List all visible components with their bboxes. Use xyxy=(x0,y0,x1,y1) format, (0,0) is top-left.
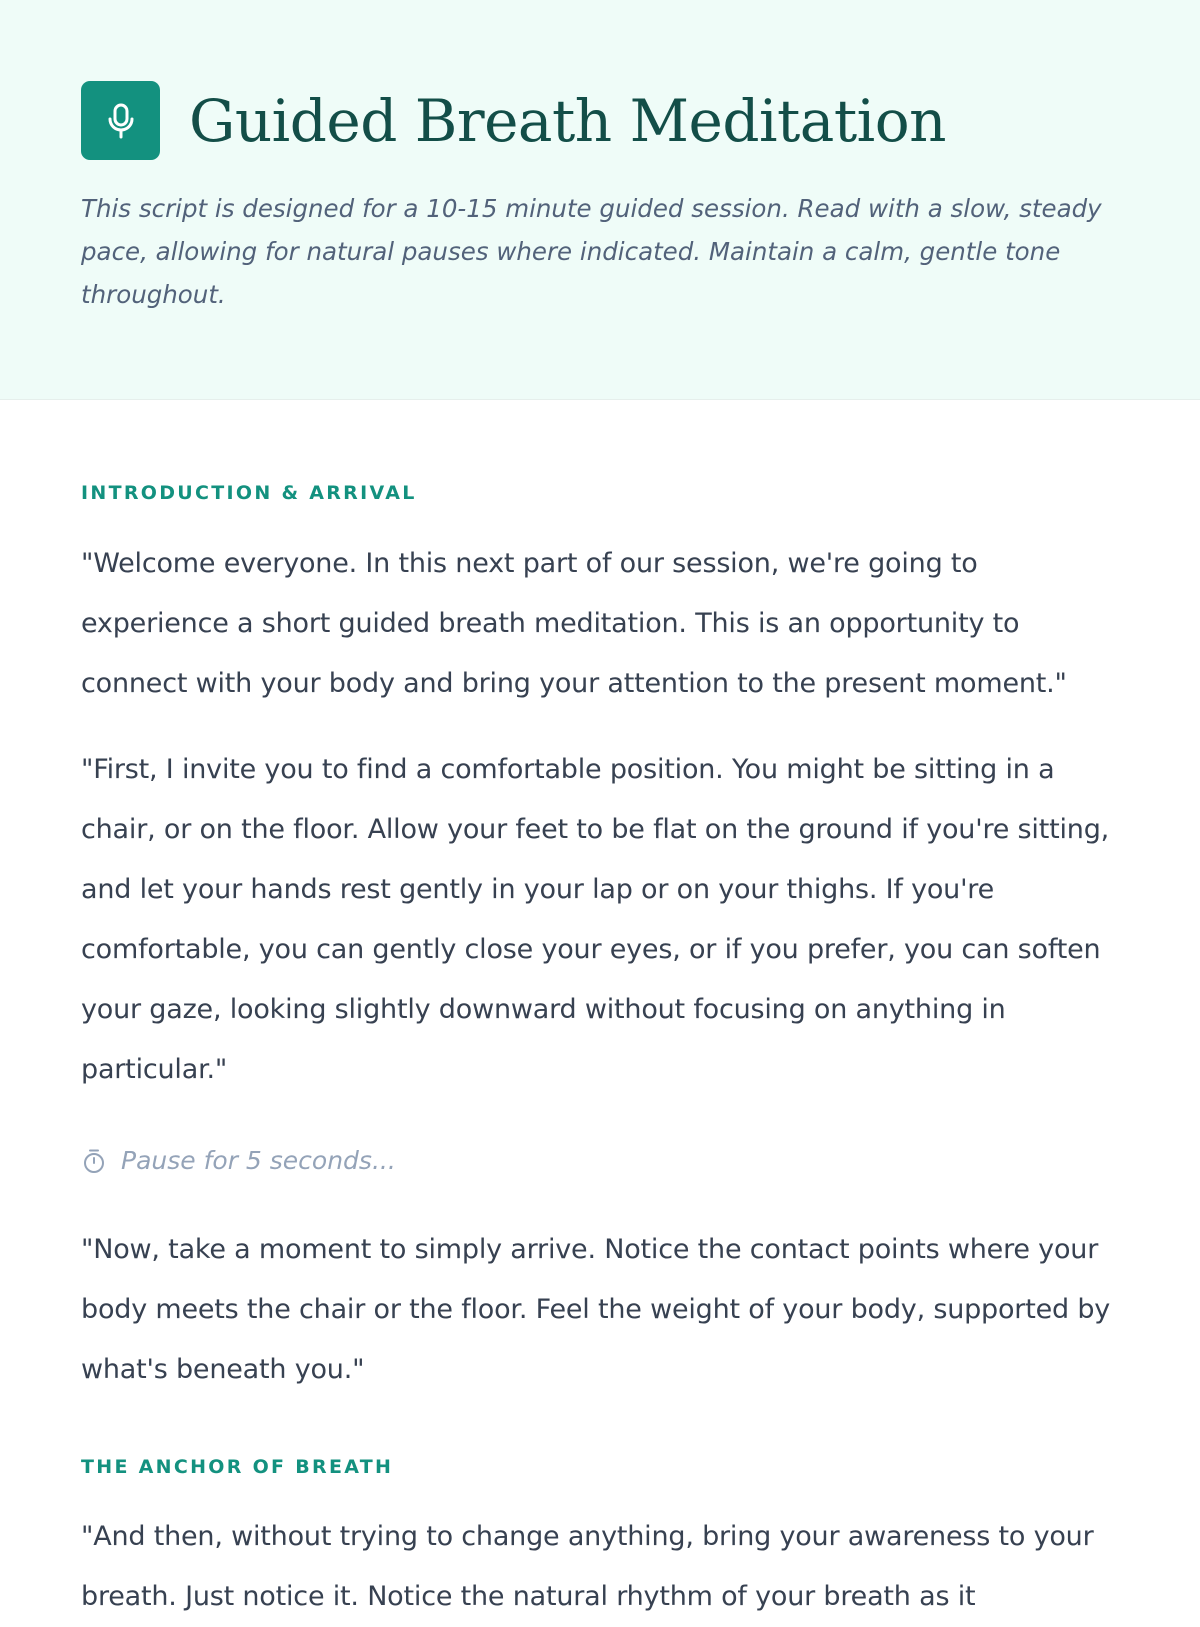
script-paragraph: "Welcome everyone. In this next part of our session, we're going to experience a short guided breath meditation. This is an opportunity to connect with your body and bring your attention to the present moment." xyxy=(81,548,1067,699)
script-header xyxy=(0,0,1200,400)
intro-text: This script is designed for a 10-15 minute guided session. Read with a slow, steady pace, allowing for natural pauses where indicated. Maintain a calm, gentle tone throughout. xyxy=(81,194,1102,309)
section-heading-anchor-of-breath: THE ANCHOR OF BREATH xyxy=(81,1456,394,1478)
section-heading-introduction: INTRODUCTION & ARRIVAL xyxy=(81,482,417,504)
timer-icon xyxy=(81,1148,107,1174)
pause-cue xyxy=(81,1146,396,1175)
page-title: Guided Breath Meditation xyxy=(189,86,947,155)
script-paragraph: "And then, without trying to change anything, bring your awareness to your breath. Just notice it. Notice the natural rhythm of your breath as it xyxy=(81,1521,1094,1612)
script-paragraph: "Now, take a moment to simply arrive. Notice the contact points where your body meets the chair or the floor. Feel the weight of your body, supported by what's beneath you." xyxy=(81,1234,1111,1385)
microphone-icon xyxy=(81,81,160,160)
pause-text: Pause for 5 seconds... xyxy=(121,1146,396,1175)
script-paragraph: "First, I invite you to find a comfortable position. You might be sitting in a chair, or on the floor. Allow your feet to be flat on the ground if you're sitting, and let your hands rest gently in your lap or on your thighs. If you're comfortable, you can gently close your eyes, or if you prefer, you can soften your gaze, looking slightly downward without focusing on anything in particular." xyxy=(81,754,1110,1085)
title-row xyxy=(81,81,946,160)
